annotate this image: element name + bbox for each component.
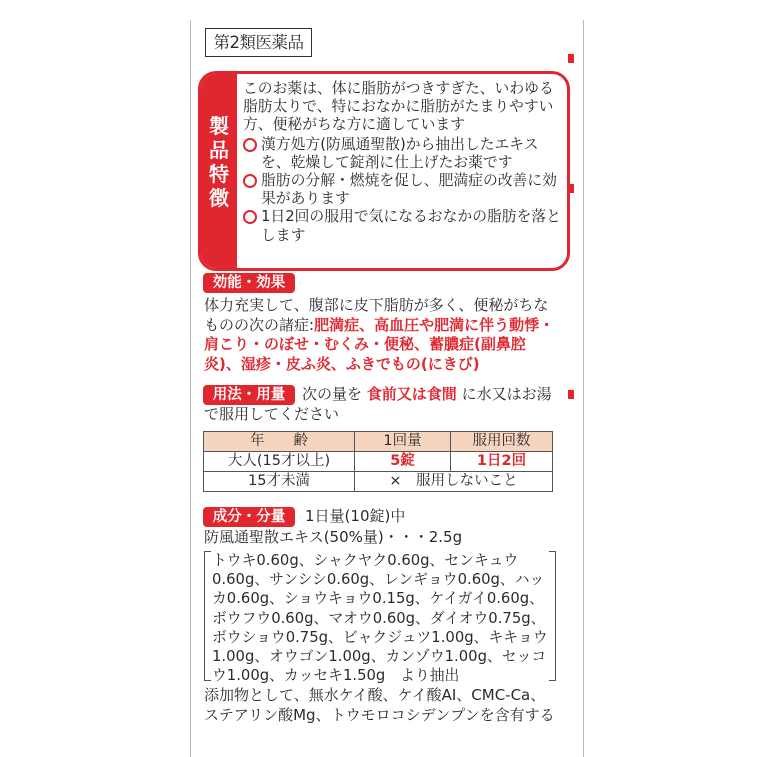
usage-text: 次の量を 食前又は食間 に水又はお湯で服用してください	[204, 385, 552, 423]
features-side-bar	[201, 74, 237, 268]
table-cell: × 服用しないこと	[355, 472, 553, 492]
bracket-left	[204, 551, 211, 681]
dosage-table	[203, 431, 553, 492]
ingredients-extract: 防風通聖散エキス(50%量)・・・2.5g	[204, 528, 463, 546]
table-header: 1回量	[355, 432, 451, 452]
product-features-box	[198, 71, 570, 271]
table-header: 年 齢	[204, 432, 355, 452]
features-text	[243, 80, 561, 245]
table-header: 服用回数	[451, 432, 553, 452]
circle-bullet-icon	[243, 174, 257, 188]
usage-label: 用法・用量	[203, 385, 295, 405]
table-cell: 1日2回	[451, 452, 553, 472]
red-mark	[568, 54, 574, 63]
feature-bullet: 脂肪の分解・燃焼を促し、肥満症の改善に効果があります	[243, 172, 561, 208]
table-cell: 大人(15才以上)	[204, 452, 355, 472]
red-mark	[568, 390, 574, 399]
drug-category: 第2類医薬品	[205, 28, 312, 57]
feature-bullet: 1日2回の服用で気になるおなかの脂肪を落とします	[243, 208, 561, 244]
table-cell: 15才未満	[204, 472, 355, 492]
feature-bullet: 漢方処方(防風通聖散)から抽出したエキスを、乾燥して錠剤に仕上げたお薬です	[243, 136, 561, 172]
circle-bullet-icon	[243, 210, 257, 224]
table-cell: 5錠	[355, 452, 451, 472]
features-intro: このお薬は、体に脂肪がつきすぎた、いわゆる脂肪太りで、特におなかに脂肪がたまりやすい方、便秘がちな方に適しています	[243, 80, 554, 134]
efficacy-label: 効能・効果	[203, 273, 295, 293]
efficacy-text: 体力充実して、腹部に皮下脂肪が多く、便秘がちなものの次の諸症:肥満症、高血圧や肥満に伴う動悸・肩こり・のぼせ・むくみ・便秘、蓄膿症(副鼻腔炎)、湿疹・皮ふ炎、ふきでもの(にきび)	[204, 296, 555, 373]
additives-text: 添加物として、無水ケイ酸、ケイ酸AI、CMC-Ca、ステアリン酸Mg、トウモロコシデンプンを含有する	[204, 686, 555, 724]
ingredients-daily: 1日量(10錠)中	[305, 507, 406, 525]
ingredients-list	[204, 551, 556, 685]
features-side-label: 製 品 特 徴	[209, 114, 229, 210]
circle-bullet-icon	[243, 138, 257, 152]
ingredients-list-text: トウキ0.60g、シャクヤク0.60g、センキュウ0.60g、サンシシ0.60g、レンギョウ0.60g、ハッカ0.60g、ショウキョウ0.15g、ケイガイ0.60g、ボウフウ0.60g、マオウ0.60g、ダイオウ0.75g、ボウショウ0.75g、ビャクジュツ1.00g、キキョウ1.00g、オウゴン1.00g、カンゾウ1.00g、セッコウ1.00g、カッセキ1.50g より抽出	[212, 552, 548, 685]
ingredients-label: 成分・分量	[203, 507, 295, 527]
